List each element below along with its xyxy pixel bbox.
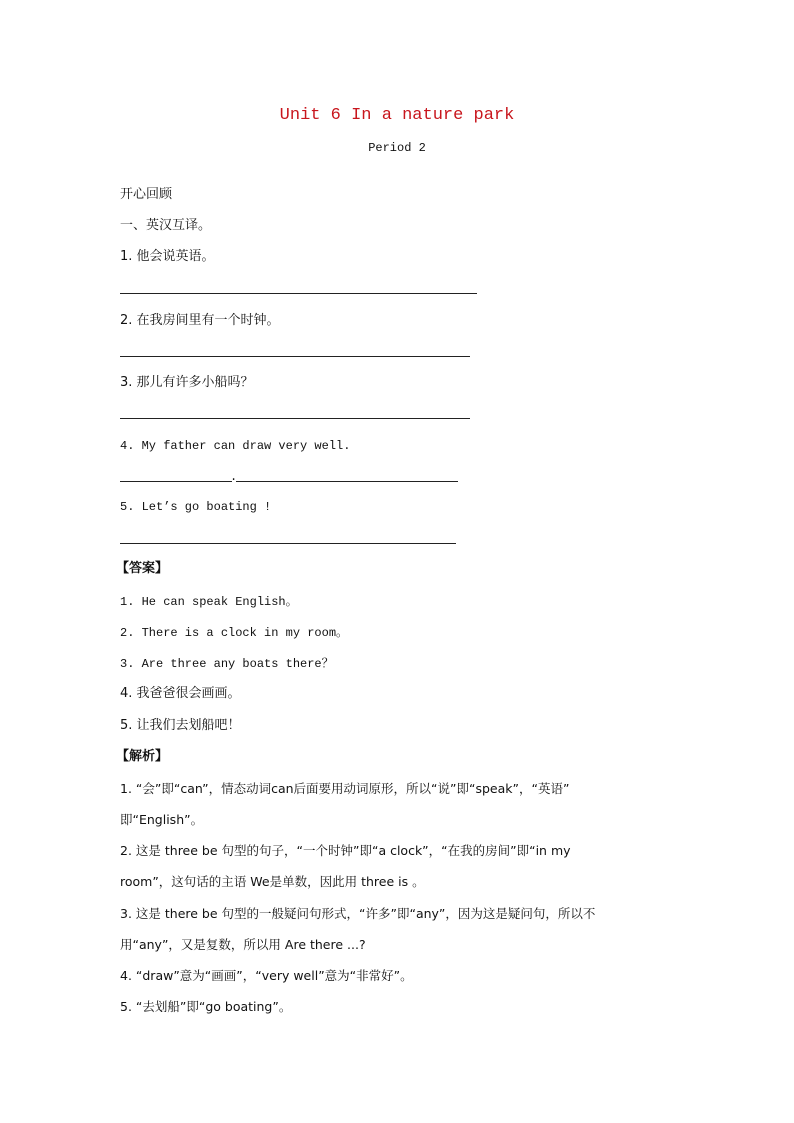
question-3: 3. 那儿有许多小船吗？ bbox=[120, 375, 254, 390]
answer-2: 2. There is a clock in my room。 bbox=[120, 626, 349, 640]
answer-4: 4. 我爸爸很会画画。 bbox=[120, 686, 241, 701]
page-title: Unit 6 In a nature park bbox=[279, 106, 515, 125]
question-2: 2. 在我房间里有一个时钟。 bbox=[120, 313, 280, 328]
section-translate-heading: 一、英汉互译。 bbox=[120, 218, 212, 233]
answer-blank-5[interactable] bbox=[120, 543, 456, 544]
answer-1: 1. He can speak English。 bbox=[120, 595, 298, 609]
analysis-line-4: room”，这句话的主语 We是单数，因此用 three is 。 bbox=[120, 874, 425, 889]
answer-heading: 【答案】 bbox=[116, 561, 169, 576]
analysis-line-6: 用“any”，又是复数，所以用 Are there ...? bbox=[120, 937, 366, 952]
analysis-line-5: 3. 这是 there be 句型的一般疑问句形式，“许多”即“any”，因为这是疑问句，所以不 bbox=[120, 906, 596, 921]
question-1: 1. 他会说英语。 bbox=[120, 249, 215, 264]
question-4: 4. My father can draw very well. bbox=[120, 439, 351, 453]
answer-blank-4b[interactable] bbox=[236, 481, 458, 482]
analysis-line-7: 4. “draw”意为“画画”，“very well”意为“非常好”。 bbox=[120, 968, 413, 983]
answer-blank-1[interactable] bbox=[120, 293, 477, 294]
section-review-heading: 开心回顾 bbox=[120, 187, 173, 202]
question-5: 5. Let’s go boating ! bbox=[120, 500, 272, 514]
answer-blank-2[interactable] bbox=[120, 356, 470, 357]
analysis-line-8: 5. “去划船”即“go boating”。 bbox=[120, 999, 292, 1014]
analysis-heading: 【解析】 bbox=[116, 749, 169, 764]
page-subtitle: Period 2 bbox=[368, 141, 426, 155]
blank-separator: . bbox=[230, 470, 238, 484]
answer-blank-4a[interactable] bbox=[120, 481, 232, 482]
analysis-line-1: 1. “会”即“can”，情态动词can后面要用动词原形，所以“说”即“speak”，“英语” bbox=[120, 781, 570, 796]
answer-5: 5. 让我们去划船吧！ bbox=[120, 718, 241, 733]
answer-3: 3. Are three any boats there？ bbox=[120, 657, 334, 671]
answer-blank-3[interactable] bbox=[120, 418, 470, 419]
analysis-line-3: 2. 这是 three be 句型的句子，“一个时钟”即“a clock”，“在我的房间”即“in my bbox=[120, 843, 571, 858]
analysis-line-2: 即“English”。 bbox=[120, 812, 204, 827]
